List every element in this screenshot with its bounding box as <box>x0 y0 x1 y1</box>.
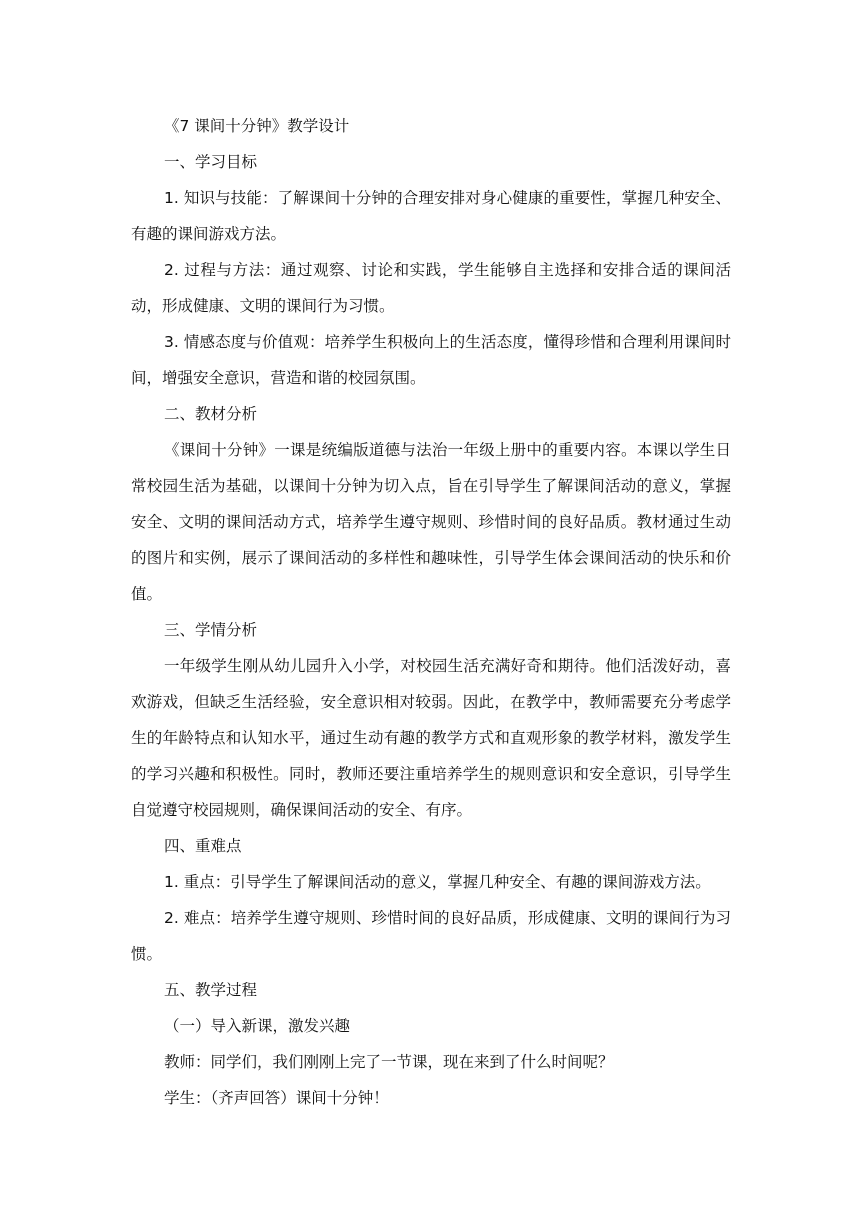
document-title: 《7 课间十分钟》教学设计 <box>164 117 350 135</box>
students-paragraph: 一年级学生刚从幼儿园升入小学，对校园生活充满好奇和期待。他们活泼好动，喜欢游戏，但缺乏生活经验，安全意识相对较弱。因此，在教学中，教师需要充分考虑学生的年龄特点和认知水平，通过生动有趣的教学方式和直观形象的教学材料，激发学生的学习兴趣和积极性。同时，教师还要注重培养学生的规则意识和安全意识，引导学生自觉遵守校园规则，确保课间活动的安全、有序。 <box>131 657 731 819</box>
process-subheading: （一）导入新课，激发兴趣 <box>164 1017 351 1035</box>
section-heading-material: 二、教材分析 <box>164 405 258 423</box>
document-body <box>131 108 731 1116</box>
section-heading-key-points: 四、重难点 <box>164 837 242 855</box>
key-point-item: 2. 难点：培养学生遵守规则、珍惜时间的良好品质，形成健康、文明的课间行为习惯。 <box>131 909 731 963</box>
dialogue-line: 教师：同学们，我们刚刚上完了一节课，现在来到了什么时间呢？ <box>164 1053 614 1071</box>
goal-item: 3. 情感态度与价值观：培养学生积极向上的生活态度，懂得珍惜和合理利用课间时间，增强安全意识，营造和谐的校园氛围。 <box>131 333 731 387</box>
material-paragraph: 《课间十分钟》一课是统编版道德与法治一年级上册中的重要内容。本课以学生日常校园生活为基础，以课间十分钟为切入点，旨在引导学生了解课间活动的意义，掌握安全、文明的课间活动方式，培养学生遵守规则、珍惜时间的良好品质。教材通过生动的图片和实例，展示了课间活动的多样性和趣味性，引导学生体会课间活动的快乐和价值。 <box>131 441 731 603</box>
goal-item: 2. 过程与方法：通过观察、讨论和实践，学生能够自主选择和安排合适的课间活动，形成健康、文明的课间行为习惯。 <box>131 261 731 315</box>
section-heading-process: 五、教学过程 <box>164 981 258 999</box>
section-heading-students: 三、学情分析 <box>164 621 258 639</box>
section-heading-goals: 一、学习目标 <box>164 153 258 171</box>
key-point-item: 1. 重点：引导学生了解课间活动的意义，掌握几种安全、有趣的课间游戏方法。 <box>164 873 711 891</box>
dialogue-line: 学生：（齐声回答）课间十分钟！ <box>164 1089 389 1107</box>
goal-item: 1. 知识与技能：了解课间十分钟的合理安排对身心健康的重要性，掌握几种安全、有趣的课间游戏方法。 <box>131 189 731 243</box>
